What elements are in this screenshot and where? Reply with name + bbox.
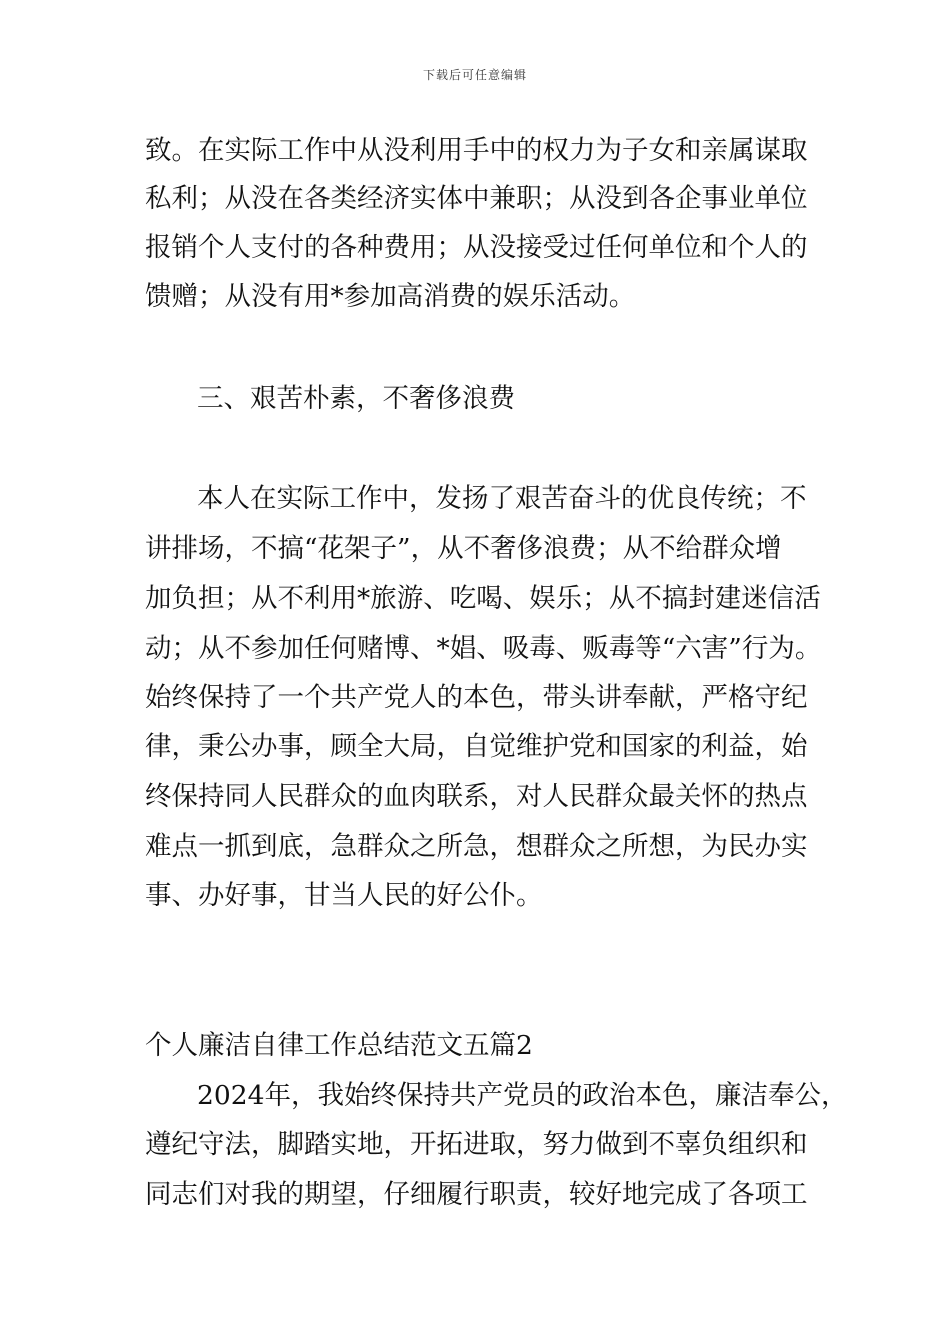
paragraph-line: 讲排场，不搞“花架子”，从不奢侈浪费；从不给群众增: [145, 533, 782, 564]
paragraph-line: 动；从不参加任何赌博、*娼、吸毒、贩毒等“六害”行为。: [145, 633, 822, 664]
page-header: 下载后可任意编辑: [422, 68, 527, 82]
paragraph-line: 事、办好事，甘当人民的好公仆。: [145, 880, 543, 911]
paragraph-line: 2024年，我始终保持共产党员的政治本色，廉洁奉公，: [197, 1080, 848, 1111]
paragraph-line: 报销个人支付的各种费用；从没接受过任何单位和个人的: [145, 232, 808, 263]
section-heading: 三、艰苦朴素，不奢侈浪费: [197, 383, 515, 414]
paragraph-line: 馈赠；从没有用*参加高消费的娱乐活动。: [145, 281, 636, 312]
paragraph-line: 致。在实际工作中从没利用手中的权力为子女和亲属谋取: [145, 135, 808, 166]
paragraph-line: 遵纪守法，脚踏实地，开拓进取，努力做到不辜负组织和: [145, 1129, 808, 1160]
document-title: 个人廉洁自律工作总结范文五篇2: [145, 1030, 533, 1061]
paragraph-line: 始终保持了一个共产党人的本色，带头讲奉献，严格守纪: [145, 682, 808, 713]
paragraph-line: 律，秉公办事，顾全大局，自觉维护党和国家的利益，始: [145, 731, 808, 762]
paragraph-line: 加负担；从不利用*旅游、吃喝、娱乐；从不搞封建迷信活: [145, 583, 821, 614]
paragraph-line: 终保持同人民群众的血肉联系，对人民群众最关怀的热点: [145, 781, 808, 812]
paragraph-line: 本人在实际工作中，发扬了艰苦奋斗的优良传统；不: [197, 483, 807, 514]
paragraph-line: 难点一抓到底，急群众之所急，想群众之所想，为民办实: [145, 831, 808, 862]
paragraph-line: 同志们对我的期望，仔细履行职责，较好地完成了各项工: [145, 1179, 808, 1210]
paragraph-line: 私利；从没在各类经济实体中兼职；从没到各企事业单位: [145, 183, 808, 214]
